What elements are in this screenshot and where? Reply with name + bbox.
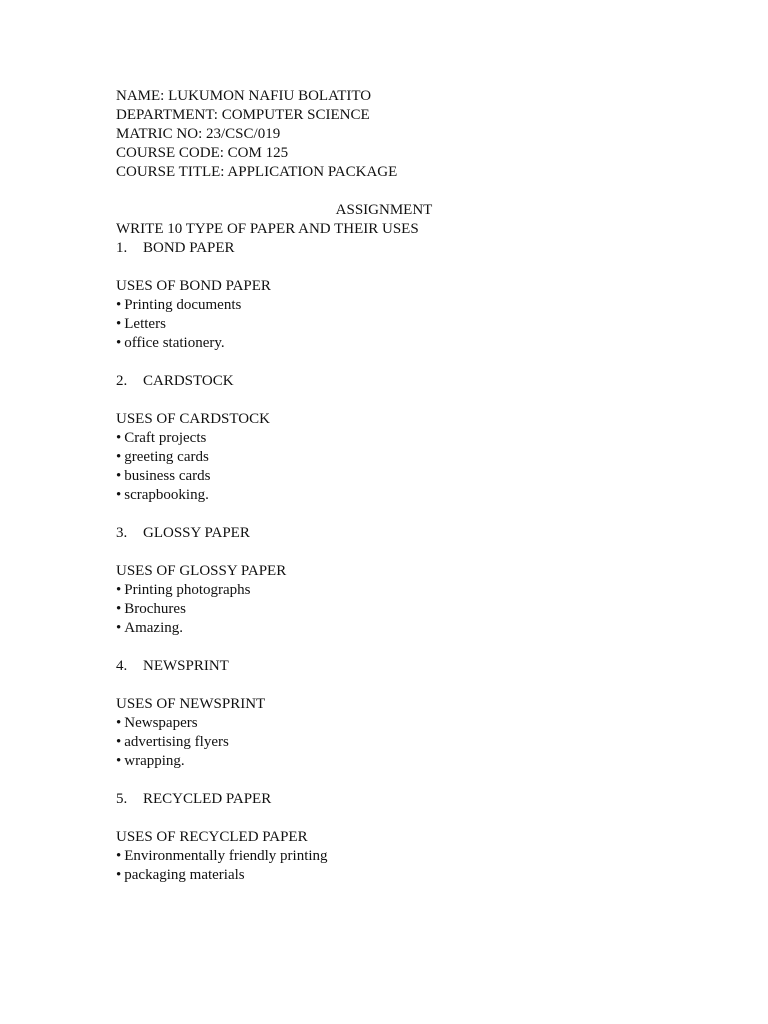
use-text: Amazing. [124,620,183,636]
spacer [116,391,676,410]
paper-type-name: NEWSPRINT [143,658,229,674]
bullet-icon: • [116,734,122,750]
uses-heading: USES OF GLOSSY PAPER [116,563,287,579]
spacer [116,809,676,828]
student-department: DEPARTMENT: COMPUTER SCIENCE [116,107,370,123]
use-text: Letters [124,316,166,332]
uses-heading: USES OF CARDSTOCK [116,411,270,427]
uses-list-item [116,315,676,334]
course-title: COURSE TITLE: APPLICATION PACKAGE [116,164,398,180]
use-text: packaging materials [124,867,245,883]
use-text: office stationery. [124,335,225,351]
uses-list [116,429,676,505]
bullet-icon: • [116,487,122,503]
spacer [116,771,676,790]
uses-list-item [116,467,676,486]
uses-heading: USES OF BOND PAPER [116,278,271,294]
uses-list-item [116,714,676,733]
use-text: Printing photographs [124,582,251,598]
course-code: COURSE CODE: COM 125 [116,145,289,161]
use-text: business cards [124,468,211,484]
uses-list-item [116,486,676,505]
paper-type-section [116,353,676,505]
uses-list-item [116,448,676,467]
spacer [116,182,676,201]
uses-heading: USES OF NEWSPRINT [116,696,266,712]
paper-type-name: GLOSSY PAPER [143,525,250,541]
uses-list-item [116,296,676,315]
spacer [116,353,676,372]
use-text: Craft projects [124,430,207,446]
uses-list-item [116,429,676,448]
bullet-icon: • [116,848,122,864]
bullet-icon: • [116,316,122,332]
use-text: Newspapers [124,715,198,731]
bullet-icon: • [116,449,122,465]
matric-number: MATRIC NO: 23/CSC/019 [116,126,281,142]
bullet-icon: • [116,297,122,313]
bullet-icon: • [116,620,122,636]
use-text: greeting cards [124,449,209,465]
bullet-icon: • [116,430,122,446]
uses-list-item [116,866,676,885]
use-text: wrapping. [124,753,185,769]
uses-list-item [116,619,676,638]
paper-type-heading [116,657,676,676]
paper-type-heading [116,372,676,391]
paper-type-number: 1. [116,240,128,256]
assignment-title: ASSIGNMENT [335,202,433,218]
uses-list-item [116,581,676,600]
uses-list [116,581,676,638]
uses-list-item [116,847,676,866]
uses-list-item [116,752,676,771]
paper-type-section [116,771,676,885]
bullet-icon: • [116,867,122,883]
uses-heading: USES OF RECYCLED PAPER [116,829,308,845]
paper-type-number: 5. [116,791,128,807]
paper-type-number: 3. [116,525,128,541]
use-text: Brochures [124,601,186,617]
paper-type-heading [116,524,676,543]
uses-list-item [116,334,676,353]
spacer [116,258,676,277]
paper-type-heading [116,239,676,258]
paper-type-section [116,239,676,353]
bullet-icon: • [116,468,122,484]
use-text: scrapbooking. [124,487,209,503]
bullet-icon: • [116,715,122,731]
uses-list-item [116,600,676,619]
spacer [116,543,676,562]
paper-type-name: RECYCLED PAPER [143,791,272,807]
use-text: Printing documents [124,297,242,313]
bullet-icon: • [116,335,122,351]
paper-type-section [116,638,676,771]
student-name: NAME: LUKUMON NAFIU BOLATITO [116,88,372,104]
document-body [116,87,676,885]
paper-type-section [116,505,676,638]
uses-list [116,296,676,353]
paper-type-number: 4. [116,658,128,674]
use-text: Environmentally friendly printing [124,848,328,864]
bullet-icon: • [116,582,122,598]
uses-list-item [116,733,676,752]
spacer [116,676,676,695]
paper-type-name: CARDSTOCK [143,373,234,389]
use-text: advertising flyers [124,734,229,750]
spacer [116,638,676,657]
paper-types-list [116,239,676,885]
paper-type-name: BOND PAPER [143,240,235,256]
student-info-block [116,87,676,182]
bullet-icon: • [116,601,122,617]
uses-list [116,847,676,885]
uses-list [116,714,676,771]
assignment-question: WRITE 10 TYPE OF PAPER AND THEIR USES [116,221,419,237]
paper-type-heading [116,790,676,809]
bullet-icon: • [116,753,122,769]
paper-type-number: 2. [116,373,128,389]
spacer [116,505,676,524]
